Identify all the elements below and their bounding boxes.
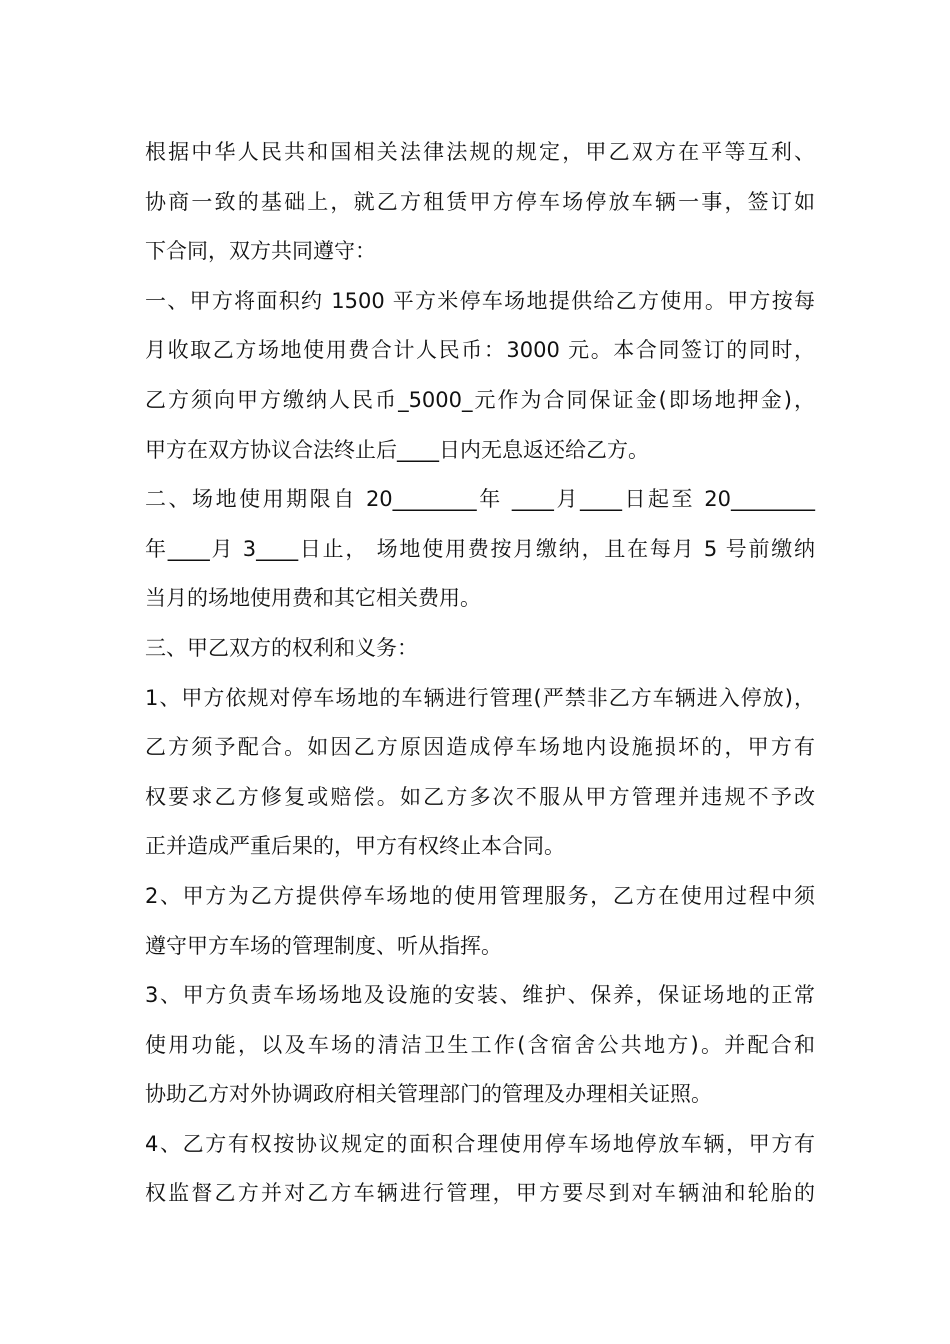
text-line: 当月的场地使用费和其它相关费用。 [145,586,481,611]
text-line: 4、乙方有权按协议规定的面积合理使用停车场地停放车辆，甲方有 [145,1131,815,1156]
text-line: 使用功能，以及车场的清洁卫生工作(含宿舍公共地方)。并配合和 [145,1032,815,1057]
text-line: 根据中华人民共和国相关法律法规的规定，甲乙双方在平等互利、 [145,140,815,164]
text-line: 权监督乙方并对乙方车辆进行管理，甲方要尽到对车辆油和轮胎的 [145,1181,815,1206]
text-line: 月收取乙方场地使用费合计人民币：3000 元。本合同签订的同时， [145,338,815,363]
text-line: 三、甲乙双方的权利和义务： [145,635,418,660]
text-line: 二、场地使用期限自 20________年 ____月____日起至 20________ [145,487,815,512]
text-line: 乙方须予配合。如因乙方原因造成停车场地内设施损坏的，甲方有 [145,735,815,760]
text-line: 乙方须向甲方缴纳人民币_5000_元作为合同保证金(即场地押金)， [145,387,815,412]
text-line: 下合同，双方共同遵守： [145,239,376,264]
text-line: 遵守甲方车场的管理制度、听从指挥。 [145,933,502,958]
text-line: 甲方在双方协议合法终止后____日内无息返还给乙方。 [145,437,649,462]
text-line: 协商一致的基础上，就乙方租赁甲方停车场停放车辆一事，签订如 [145,189,815,214]
text-line: 协助乙方对外协调政府相关管理部门的管理及办理相关证照。 [145,1082,712,1107]
text-line: 一、甲方将面积约 1500 平方米停车场地提供给乙方使用。甲方按每 [145,288,815,313]
text-line: 正并造成严重后果的，甲方有权终止本合同。 [145,834,565,859]
text-line: 1、甲方依规对停车场地的车辆进行管理(严禁非乙方车辆进入停放)， [145,685,815,710]
text-line: 2、甲方为乙方提供停车场地的使用管理服务，乙方在使用过程中须 [145,883,815,908]
contract-text [145,128,815,1219]
text-line: 权要求乙方修复或赔偿。如乙方多次不服从甲方管理并违规不予改 [145,784,815,809]
text-line: 3、甲方负责车场场地及设施的安装、维护、保养，保证场地的正常 [145,983,815,1008]
text-line: 年____月 3____日止， 场地使用费按月缴纳，且在每月 5 号前缴纳 [145,536,815,561]
